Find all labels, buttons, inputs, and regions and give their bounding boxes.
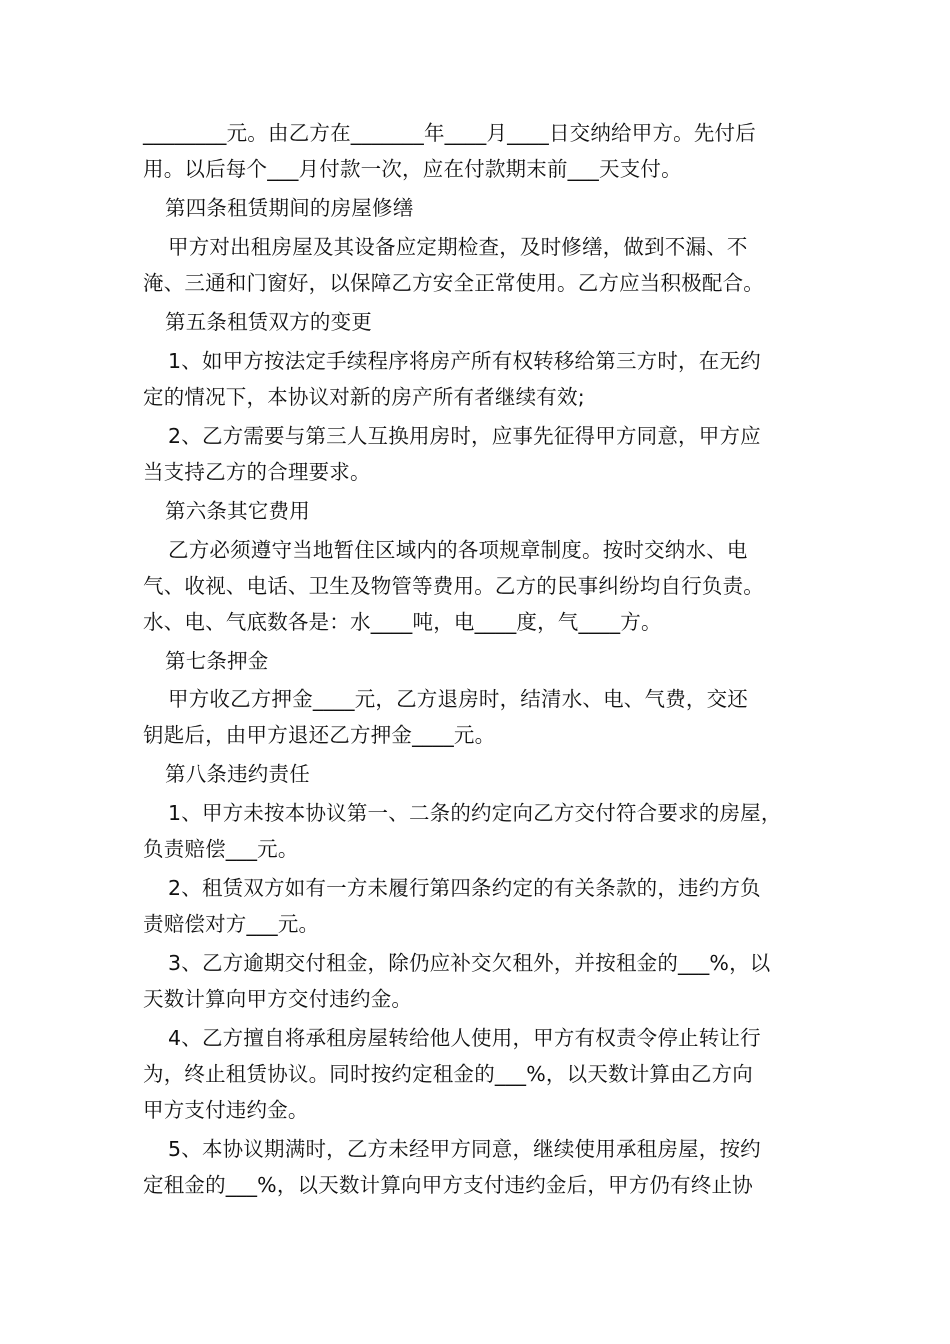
text-line: ________元。由乙方在_______年____月____日交纳给甲方。先付后	[143, 121, 756, 145]
section-heading: 第五条租赁双方的变更	[165, 310, 372, 334]
text-line: 定的情况下，本协议对新的房产所有者继续有效;	[143, 385, 585, 409]
text-line: 甲方对出租房屋及其设备应定期检查，及时修缮，做到不漏、不	[168, 235, 748, 259]
text-line: 气、收视、电话、卫生及物管等费用。乙方的民事纠纷均自行负责。	[143, 574, 764, 598]
text-line: 天数计算向甲方交付违约金。	[143, 987, 413, 1011]
text-line: 用。以后每个___月付款一次，应在付款期末前___天支付。	[143, 157, 682, 181]
text-line: 2、租赁双方如有一方未履行第四条约定的有关条款的，违约方负	[168, 876, 761, 900]
text-line: 1、甲方未按本协议第一、二条的约定向乙方交付符合要求的房屋，	[168, 801, 782, 825]
text-line: 定租金的___%，以天数计算向甲方支付违约金后，甲方仍有终止协	[143, 1173, 753, 1197]
text-line: 钥匙后，由甲方退还乙方押金____元。	[143, 723, 496, 747]
text-line: 当支持乙方的合理要求。	[143, 460, 371, 484]
section-heading: 第四条租赁期间的房屋修缮	[165, 196, 414, 220]
text-line: 乙方必须遵守当地暂住区域内的各项规章制度。按时交纳水、电	[168, 538, 748, 562]
text-line: 淹、三通和门窗好，以保障乙方安全正常使用。乙方应当积极配合。	[143, 271, 764, 295]
text-line: 为，终止租赁协议。同时按约定租金的___%，以天数计算由乙方向	[143, 1062, 753, 1086]
section-heading: 第七条押金	[165, 649, 269, 673]
section-heading: 第八条违约责任	[165, 762, 310, 786]
text-line: 4、乙方擅自将承租房屋转给他人使用，甲方有权责令停止转让行	[168, 1026, 761, 1050]
text-line: 水、电、气底数各是：水____吨，电____度，气____方。	[143, 610, 662, 634]
text-line: 2、乙方需要与第三人互换用房时，应事先征得甲方同意，甲方应	[168, 424, 761, 448]
text-line: 3、乙方逾期交付租金，除仍应补交欠租外，并按租金的___%，以	[168, 951, 771, 975]
text-line: 负责赔偿___元。	[143, 837, 299, 861]
text-line: 责赔偿对方___元。	[143, 912, 320, 936]
text-line: 甲方收乙方押金____元，乙方退房时，结清水、电、气费，交还	[168, 687, 748, 711]
text-line: 5、本协议期满时，乙方未经甲方同意，继续使用承租房屋，按约	[168, 1137, 761, 1161]
text-line: 1、如甲方按法定手续程序将房产所有权转移给第三方时，在无约	[168, 349, 761, 373]
text-line: 甲方支付违约金。	[143, 1098, 309, 1122]
section-heading: 第六条其它费用	[165, 499, 310, 523]
